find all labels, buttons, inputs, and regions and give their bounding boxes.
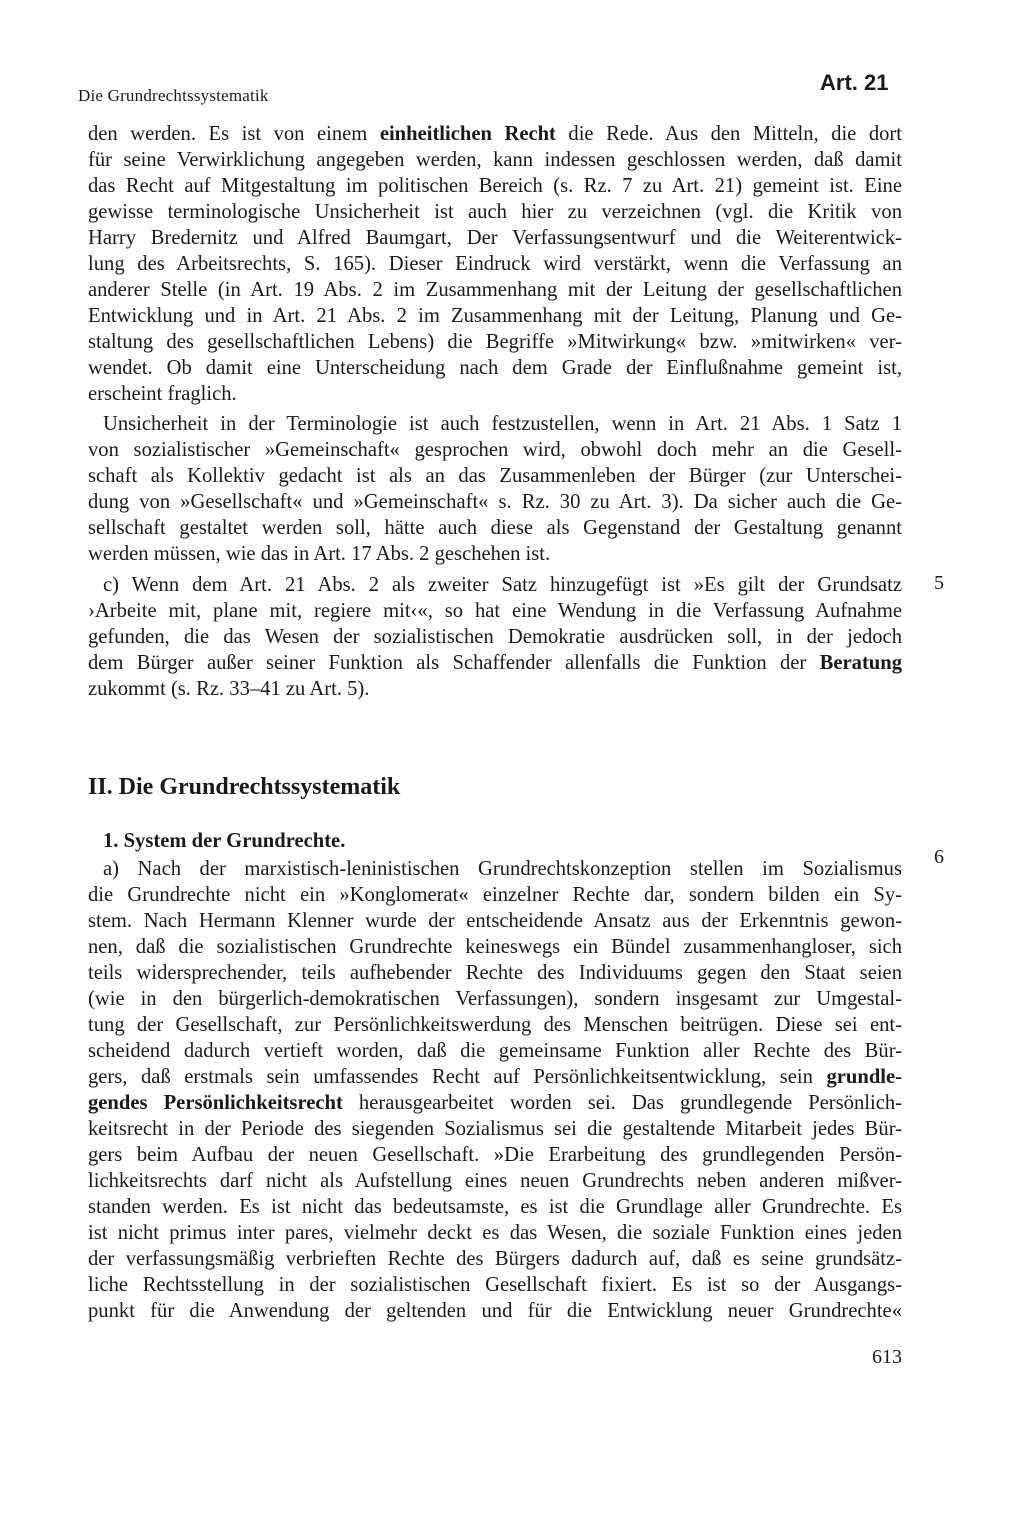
text-line bbox=[88, 1064, 902, 1090]
text-run: den werden. Es ist von einem bbox=[88, 123, 380, 145]
text-line: der verfassungsmäßig verbrieften Rechte des Bürgers dadurch auf, daß es seine grundsätz- bbox=[88, 1248, 902, 1270]
text-run: gers, daß erstmals sein umfassendes Recht auf Persönlichkeitsentwicklung, sein bbox=[88, 1066, 827, 1088]
text-run: herausgearbeitet worden sei. Das grundlegende Persönlich- bbox=[342, 1092, 902, 1114]
page-number: 613 bbox=[872, 1346, 902, 1368]
text-line: Entwicklung und in Art. 21 Abs. 2 im Zusammenhang mit der Leitung, Planung und Ge- bbox=[88, 305, 902, 327]
text-line: ist nicht primus inter pares, vielmehr deckt es das Wesen, die soziale Funktion eines jeden bbox=[88, 1222, 902, 1244]
text-line: scheidend dadurch vertieft worden, daß die gemeinsame Funktion aller Rechte des Bür- bbox=[88, 1040, 902, 1062]
text-line: gers beim Aufbau der neuen Gesellschaft. »Die Erarbeitung des grundlegenden Persön- bbox=[88, 1144, 902, 1166]
margin-number: 5 bbox=[934, 572, 944, 594]
text-line: schaft als Kollektiv gedacht ist als an das Zusammenleben der Bürger (zur Unterschei- bbox=[88, 465, 902, 487]
text-line bbox=[88, 121, 902, 147]
text-line: nen, daß die sozialistischen Grundrechte keineswegs ein Bündel zusammenhangloser, sich bbox=[88, 936, 902, 958]
text-line: wendet. Ob damit eine Unterscheidung nach dem Grade der Einflußnahme gemeint ist, bbox=[88, 357, 902, 379]
text-line: standen werden. Es ist nicht das bedeutsamste, es ist die Grundlage aller Grundrechte. Es bbox=[88, 1196, 902, 1218]
bold-term: einheitlichen Recht bbox=[379, 123, 556, 145]
text-line: punkt für die Anwendung der geltenden und für die Entwicklung neuer Grundrechte« bbox=[88, 1300, 902, 1322]
text-line: lung des Arbeitsrechts, S. 165). Dieser Eindruck wird verstärkt, wenn die Verfassung an bbox=[88, 253, 902, 275]
text-run: die Rede. Aus den Mitteln, die dort bbox=[555, 123, 902, 145]
article-label: Art. 21 bbox=[820, 70, 889, 95]
text-line: stem. Nach Hermann Klenner wurde der entscheidende Ansatz aus der Erkenntnis gewon- bbox=[88, 910, 902, 932]
text-line: gewisse terminologische Unsicherheit ist auch hier zu verzeichnen (vgl. die Kritik von bbox=[88, 201, 902, 223]
text-line: keitsrecht in der Periode des siegenden Sozialismus sei die gestaltende Mitarbeit jedes Bür- bbox=[88, 1118, 902, 1140]
text-line: tung der Gesellschaft, zur Persönlichkeitswerdung des Menschen beitrügen. Diese sei ent- bbox=[88, 1014, 902, 1036]
text-line: Harry Bredernitz und Alfred Baumgart, Der Verfassungsentwurf und die Weiterentwick- bbox=[88, 227, 902, 249]
text-line: a) Nach der marxistisch-leninistischen Grundrechtskonzeption stellen im Sozialismus bbox=[103, 858, 902, 880]
text-line: teils widersprechender, teils aufhebender Rechte des Individuums gegen den Staat seien bbox=[88, 962, 902, 984]
text-line: dung von »Gesellschaft« und »Gemeinschaft« s. Rz. 30 zu Art. 3). Da sicher auch die Ge- bbox=[88, 491, 902, 513]
text-line: staltung des gesellschaftlichen Lebens) die Begriffe »Mitwirkung« bzw. »mitwirken« ver- bbox=[88, 331, 902, 353]
text-line: liche Rechtsstellung in der sozialistischen Gesellschaft fixiert. Es ist so der Ausgangs- bbox=[88, 1274, 902, 1296]
text-line: gefunden, die das Wesen der sozialistischen Demokratie ausdrücken soll, in der jedoch bbox=[88, 626, 902, 648]
text-line: Unsicherheit in der Terminologie ist auch festzustellen, wenn in Art. 21 Abs. 1 Satz 1 bbox=[103, 413, 902, 435]
bold-term: Beratung bbox=[819, 652, 902, 674]
text-line bbox=[88, 650, 902, 676]
text-line: c) Wenn dem Art. 21 Abs. 2 als zweiter Satz hinzugefügt ist »Es gilt der Grundsatz bbox=[103, 574, 902, 596]
bold-term: gendes Persönlichkeitsrecht bbox=[88, 1092, 343, 1114]
text-line: (wie in den bürgerlich-demokratischen Verfassungen), sondern insgesamt zur Umgestal- bbox=[88, 988, 902, 1010]
text-line: zukommt (s. Rz. 33–41 zu Art. 5). bbox=[88, 678, 370, 700]
text-line: das Recht auf Mitgestaltung im politischen Bereich (s. Rz. 7 zu Art. 21) gemeint ist. Eine bbox=[88, 175, 902, 197]
text-line: lichkeitsrechts darf nicht als Aufstellung eines neuen Grundrechts neben anderen mißver- bbox=[88, 1170, 902, 1192]
section-heading: II. Die Grundrechtssystematik bbox=[88, 774, 401, 800]
text-line: ›Arbeite mit, plane mit, regiere mit‹«, so hat eine Wendung in die Verfassung Aufnahme bbox=[88, 600, 902, 622]
text-line bbox=[88, 1090, 902, 1116]
running-head: Die Grundrechtssystematik bbox=[78, 86, 269, 105]
text-run: dem Bürger außer seiner Funktion als Schaffender allenfalls die Funktion der bbox=[88, 652, 820, 674]
text-line: anderer Stelle (in Art. 19 Abs. 2 im Zusammenhang mit der Leitung der gesellschaftlichen bbox=[88, 279, 902, 301]
text-line: sellschaft gestaltet werden soll, hätte auch diese als Gegenstand der Gestaltung genannt bbox=[88, 517, 902, 539]
text-line: die Grundrechte nicht ein »Konglomerat« einzelner Rechte dar, sondern bilden ein Sy- bbox=[88, 884, 902, 906]
text-line: von sozialistischer »Gemeinschaft« gesprochen wird, obwohl doch mehr an die Gesell- bbox=[88, 439, 902, 461]
margin-number: 6 bbox=[934, 846, 944, 868]
text-line: werden müssen, wie das in Art. 17 Abs. 2 geschehen ist. bbox=[88, 543, 551, 565]
text-line: für seine Verwirklichung angegeben werden, kann indessen geschlossen werden, daß damit bbox=[88, 149, 902, 171]
subheading: 1. System der Grundrechte. bbox=[103, 830, 346, 852]
text-line: erscheint fraglich. bbox=[88, 383, 237, 405]
bold-term: grundle- bbox=[826, 1066, 902, 1088]
